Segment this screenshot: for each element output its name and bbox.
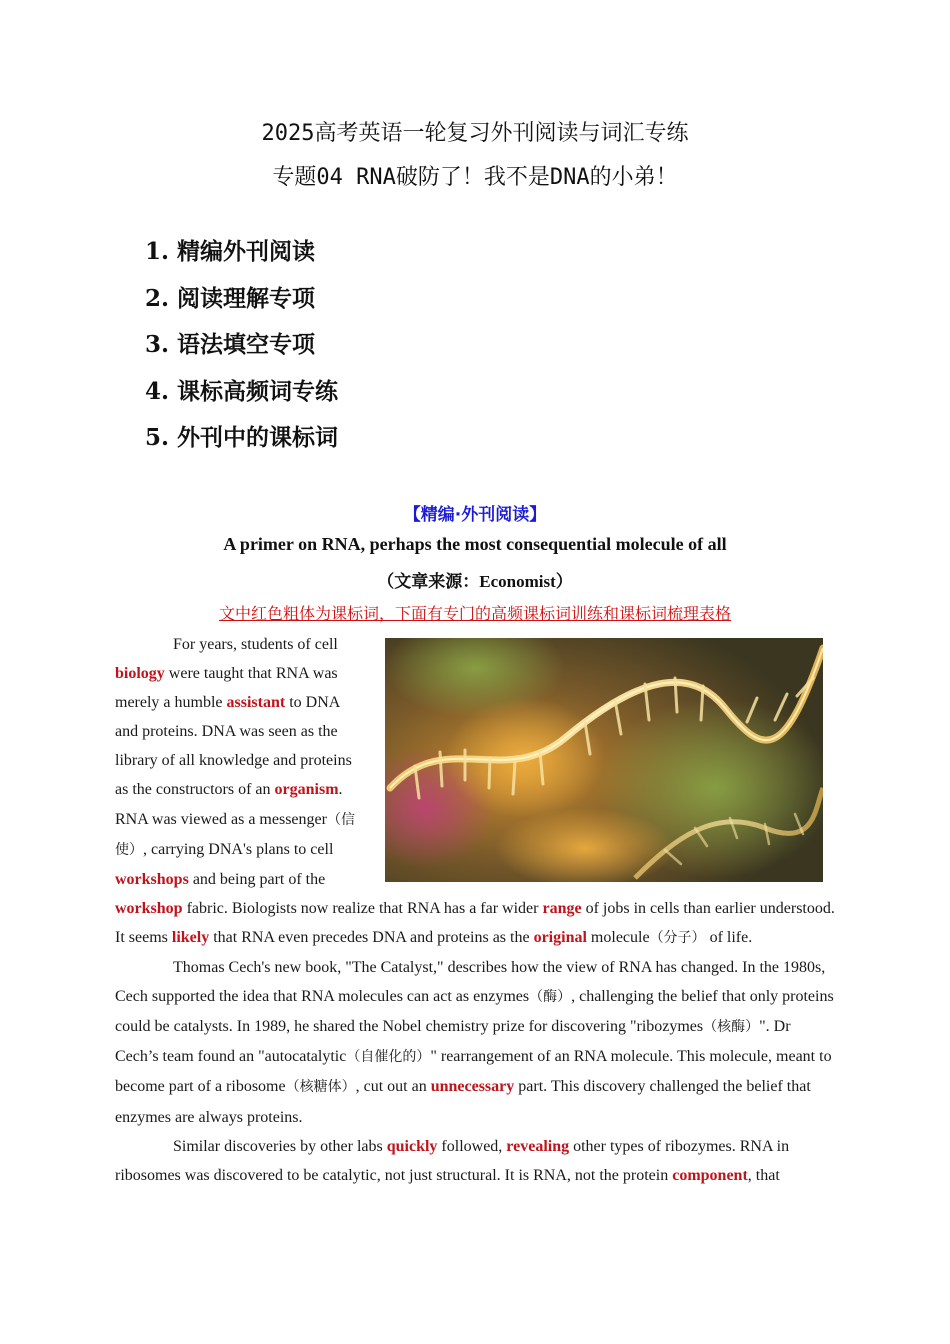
toc-item: 3. 语法填空专项 <box>145 331 316 358</box>
keyword: assistant <box>226 694 286 712</box>
paragraph-3: Similar discoveries by other labs quickly followed, revealing other types of ribozymes. RNA in ribosomes was discovered to be catalytic, not just structural. It is RNA, not the protein component, that <box>115 1137 790 1184</box>
article-body <box>115 630 835 1190</box>
document-subtitle: 专题04 RNA破防了！我不是DNA的小弟！ <box>272 165 678 190</box>
paragraph-2: Thomas Cech's new book, "The Catalyst," describes how the view of RNA has changed. In the 1980s, Cech supported the idea that RNA molecules can act as enzymes（酶）, challenging the belief that only proteins could be catalysts. In 1989, he shared the Nobel chemistry prize for discovering "ribozymes（核酶）". Dr Cech’s team found an "autocatalytic（自催化的）" rearrangement of an RNA molecule. This molecule, meant to become part of a ribosome（核糖体）, cut out an unnecessary part. This discovery challenged the belief that enzymes are always proteins. <box>115 959 834 1126</box>
keyword: revealing <box>506 1137 570 1155</box>
keyword: biology <box>115 665 165 683</box>
keyword: workshop <box>115 899 183 917</box>
toc-item: 5. 外刊中的课标词 <box>145 424 339 451</box>
rna-illustration <box>385 638 823 882</box>
keyword: organism <box>274 781 339 799</box>
toc-item: 2. 阅读理解专项 <box>145 284 316 312</box>
toc-item: 4. 课标高频词专练 <box>145 377 339 405</box>
keyword: quickly <box>386 1137 438 1155</box>
chinese-gloss: （核糖体） <box>285 1079 356 1096</box>
toc-item: 1. 精编外刊阅读 <box>145 238 316 265</box>
keyword: component <box>672 1166 748 1184</box>
section-heading: 【精编·外刊阅读】 <box>403 505 547 525</box>
chinese-gloss: （核酶） <box>703 1019 760 1036</box>
document-title: 2025高考英语一轮复习外刊阅读与词汇专练 <box>261 121 689 146</box>
chinese-gloss: （分子） <box>649 929 706 946</box>
article-title: A primer on RNA, perhaps the most consequential molecule of all <box>223 534 727 554</box>
paragraph-1: For years, students of cell biology were taught that RNA was merely a humble assistant to DNA and proteins. DNA was seen as the library of all knowledge and proteins as the constructors of an organism. RNA was viewed as a messenger（信使）, carrying DNA's plans to cell workshops and being part of the workshop fabric. Biologists now realize that RNA has a far wider range of jobs in cells than earlier understood. It seems likely that RNA even precedes DNA and proteins as the original molecule（分子） of life. <box>115 636 835 946</box>
keyword: workshops <box>115 870 189 888</box>
keyword: likely <box>171 928 210 946</box>
table-of-contents <box>145 232 338 465</box>
vocabulary-note: 文中红色粗体为课标词，下面有专门的高频课标词训练和课标词梳理表格 <box>218 604 731 623</box>
keyword: unnecessary <box>430 1078 515 1096</box>
chinese-gloss: （酶） <box>529 989 572 1006</box>
keyword: original <box>533 928 587 946</box>
chinese-gloss: （信使） <box>115 811 355 858</box>
chinese-gloss: （自催化的） <box>346 1049 431 1066</box>
keyword: range <box>542 899 582 917</box>
article-source: （文章来源：Economist） <box>377 572 573 591</box>
